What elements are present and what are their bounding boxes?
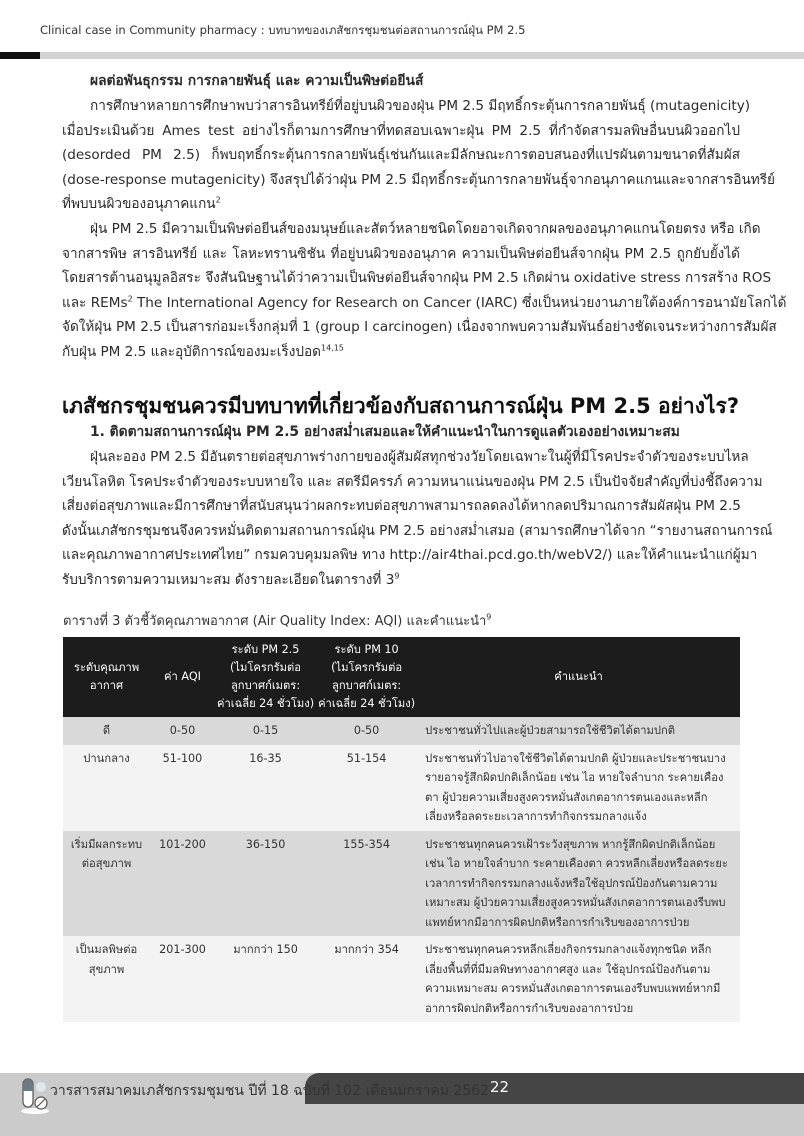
cell-pm10: 0-50: [316, 717, 417, 745]
cell-pm25: 16-35: [215, 745, 316, 831]
text-line: และคุณภาพอากาศประเทศไทย” กรมควบคุมมลพิษ ทาง http://air4thai.pcd.go.th/webV2/) และให้คำแนะนำแก่ผู้มา: [62, 547, 758, 564]
cell-pm10: 155-354: [316, 831, 417, 937]
cell-advice: ประชาชนทั่วไปอาจใช้ชีวิตได้ตามปกติ ผู้ป่วยและประชาชนบาง รายอาจรู้สึกผิดปกติเล็กน้อย เช่น ไอ หายใจลำบาก ระคายเคือง ตา ผู้ป่วยความเสี่ยงสูงควรหมั่นสังเกตอาการตนเองและหลีก เลี่ยงหรือลดระยะเวลาการทำกิจกรรมกลางแจ้ง: [417, 745, 740, 831]
cell-pm25: 36-150: [215, 831, 316, 937]
table-row: [63, 717, 740, 745]
cell-advice: ประชาชนทุกคนควรเฝ้าระวังสุขภาพ หากรู้สึกผิดปกติเล็กน้อย เช่น ไอ หายใจลำบาก ระคายเคืองตา ควรหลีกเลี่ยงหรือลดระยะ เวลาการทำกิจกรรมกลางแจ้งหรือใช้อุปกรณ์ป้องกันตามความ เหมาะสม ผู้ป่วยความเสี่ยงสูงควรหมั่นสังเกตอาการตนเองรีบพบ แพทย์หากมีอาการผิดปกติหรือการกำเริบของอาการป่วย: [417, 831, 740, 937]
caption-text: ตารางที่ 3 ตัวชี้วัดคุณภาพอากาศ (Air Quality Index: AQI) และคำแนะนำ: [63, 614, 487, 629]
text-line: กับฝุ่น PM 2.5 และอุบัติการณ์ของมะเร็งปอด$^{14,15}$: [62, 343, 344, 360]
section-pharmacist-role: [62, 419, 773, 593]
reference-superscript: 2: [215, 195, 221, 205]
cell-level: เป็นมลพิษต่อ สุขภาพ: [63, 936, 150, 1022]
cell-aqi: 201-300: [150, 936, 215, 1022]
reference-superscript: 9: [394, 571, 400, 581]
header-aqi: ค่า AQI: [150, 637, 215, 717]
main-heading: เภสัชกรชุมชนควรมีบทบาทที่เกี่ยวข้องกับสถานการณ์ฝุ่น PM 2.5 อย่างไร?: [62, 394, 740, 418]
aqi-table: [63, 637, 740, 1022]
cell-level: เริ่มมีผลกระทบ ต่อสุขภาพ: [63, 831, 150, 937]
text-line: ฝุ่น PM 2.5 มีความเป็นพิษต่อยีนส์ของมนุษย์และสัตว์หลายชนิดโดยอาจเกิดจากผลของอนุภาคแกนโดยตรง หรือ เกิด: [90, 220, 761, 237]
header-divider: [0, 52, 804, 59]
text-line: การศึกษาหลายการศึกษาพบว่าสารอินทรีย์ที่อยู่บนผิวของฝุ่น PM 2.5 มีฤทธิ์กระตุ้นการกลายพันธุ์ (mutagenicity): [90, 98, 751, 114]
header-pm25: ระดับ PM 2.5 (ไมโครกรัมต่อ ลูกบาศก์เมตร: ค่าเฉลี่ย 24 ชั่วโมง): [215, 637, 316, 717]
cell-pm25: มากกว่า 150: [215, 936, 316, 1022]
table-header-row: [63, 637, 740, 717]
text-line: ดังนั้นเภสัชกรชุมชนจึงควรหมั่นติดตามสถานการณ์ฝุ่น PM 2.5 อย่างสม่ำเสมอ (สามารถศึกษาได้จาก “รายงานสถานการณ์: [62, 522, 773, 539]
cell-level: ปานกลาง: [63, 745, 150, 831]
text-line: เวียนโลหิต โรคประจำตัวของระบบหายใจ และ สตรีมีครรภ์ ความหนาแน่นของฝุ่น PM 2.5 เป็นปัจจัยสำคัญที่บ่งชี้ถึงความ: [62, 473, 763, 490]
header-accent: [0, 52, 40, 59]
cell-advice: ประชาชนทุกคนควรหลีกเลี่ยงกิจกรรมกลางแจ้งทุกชนิด หลีก เลี่ยงพื้นที่ที่มีมลพิษทางอากาศสูง และ ใช้อุปกรณ์ป้องกันตาม ความเหมาะสม ควรหมั่นสังเกตอาการตนเองรีบพบแพทย์หากมี อาการผิดปกติหรือการกำเริบของอาการป่วย: [417, 936, 740, 1022]
text-line: รับบริการตามความเหมาะสม ดังรายละเอียดในตารางที่ $3^9$: [62, 571, 400, 588]
cell-level: ดี: [63, 717, 150, 745]
journal-info: วารสารสมาคมเภสัชกรรมชุมชน ปีที่ 18 ฉบับที่ 102 เดือนมกราคม 2562: [50, 1083, 490, 1099]
header-advice: คำแนะนำ: [417, 637, 740, 717]
text-line: เสี่ยงต่อสุขภาพและมีการศึกษาที่สนับสนุนว่าผลกระทบต่อสุขภาพสามารถลดลงได้หากลดปริมาณการสัมผัสฝุ่น PM 2.5: [62, 498, 741, 515]
cell-aqi: 0-50: [150, 717, 215, 745]
running-header: Clinical case in Community pharmacy : บทบาทของเภสัชกรชุมชนต่อสถานการณ์ฝุ่น PM 2.5: [40, 23, 526, 37]
text-line: และ REMs$^2$ The International Agency for Research on Cancer (IARC) ซึ่งเป็นหน่วยงานภายใต้องค์การอนามัยโลกได้: [62, 294, 787, 311]
paragraph-1: [62, 94, 776, 217]
reference-superscript: 2: [127, 294, 133, 304]
table-row: [63, 745, 740, 831]
subheading: 1. ติดตามสถานการณ์ฝุ่น PM 2.5 อย่างสม่ำเสมอและให้คำแนะนำในการดูแลตัวเองอย่างเหมาะสม: [90, 424, 680, 440]
table-caption: [63, 610, 491, 631]
paragraph-2: [62, 217, 787, 365]
header-level: ระดับคุณภาพ อากาศ: [63, 637, 150, 717]
caption-ref: 9: [486, 612, 492, 622]
reference-superscript: 14,15: [320, 343, 344, 353]
cell-aqi: 51-100: [150, 745, 215, 831]
table-row: [63, 831, 740, 937]
header-pm10: ระดับ PM 10 (ไมโครกรัมต่อ ลูกบาศก์เมตร: ค่าเฉลี่ย 24 ชั่วโมง): [316, 637, 417, 717]
text-line: โดยสารต้านอนุมูลอิสระ จึงสันนิษฐานได้ว่าความเป็นพิษต่อยีนส์จากฝุ่น PM 2.5 เกิดผ่าน oxidative stress การสร้าง ROS: [62, 270, 772, 287]
text-line: ฝุ่นละออง PM 2.5 มีอันตรายต่อสุขภาพร่างกายของผู้สัมผัสทุกช่วงวัยโดยเฉพาะในผู้ที่มีโรคประจำตัวของระบบไหล: [90, 449, 749, 465]
text-line: เมื่อประเมินด้วย Ames test อย่างไรก็ตามการศึกษาที่ทดสอบเฉพาะฝุ่น PM 2.5 ที่กำจัดสารมลพิษอื่นบนผิวออกไป: [62, 122, 740, 139]
table-row: [63, 936, 740, 1022]
cell-aqi: 101-200: [150, 831, 215, 937]
cell-advice: ประชาชนทั่วไปและผู้ป่วยสามารถใช้ชีวิตได้ตามปกติ: [417, 717, 740, 745]
text-line: (desorded PM 2.5) ก็พบฤทธิ์กระตุ้นการกลายพันธุ์เช่นกันและมีลักษณะการตอบสนองที่แปรผันตามขนาดที่สัมผัส: [62, 147, 740, 164]
text-line: ที่พบบนผิวของอนุภาคแกน$^2$: [62, 195, 221, 213]
pill-capsule-icon: [20, 1075, 50, 1115]
cell-pm10: มากกว่า 354: [316, 936, 417, 1022]
text-line: จากสารพิษ สารอินทรีย์ และ โลหะทรานซิชัน ที่อยู่บนผิวของอนุภาค ความเป็นพิษต่อยีนส์จากฝุ่น PM 2.5 ถูกยับยั้งได้: [62, 245, 740, 262]
text-line: (dose-response mutagenicity) จึงสรุปได้ว่าฝุ่น PM 2.5 มีฤทธิ์กระตุ้นการกลายพันธุ์จากอนุภาคแกนและจากสารอินทรีย์: [62, 171, 776, 188]
page-number: 22: [490, 1078, 510, 1096]
text-line: จัดให้ฝุ่น PM 2.5 เป็นสารก่อมะเร็งกลุ่มที่ 1 (group I carcinogen) เนื่องจากพบความสัมพันธ์อย่างชัดเจนระหว่างการสัมผัส: [62, 319, 777, 336]
section-title: ผลต่อพันธุกรรม การกลายพันธุ์ และ ความเป็นพิษต่อยีนส์: [90, 73, 424, 89]
cell-pm25: 0-15: [215, 717, 316, 745]
paragraph-3: [62, 445, 773, 593]
section-genetic-effects: [62, 68, 787, 365]
cell-pm10: 51-154: [316, 745, 417, 831]
table-body: [63, 717, 740, 1022]
